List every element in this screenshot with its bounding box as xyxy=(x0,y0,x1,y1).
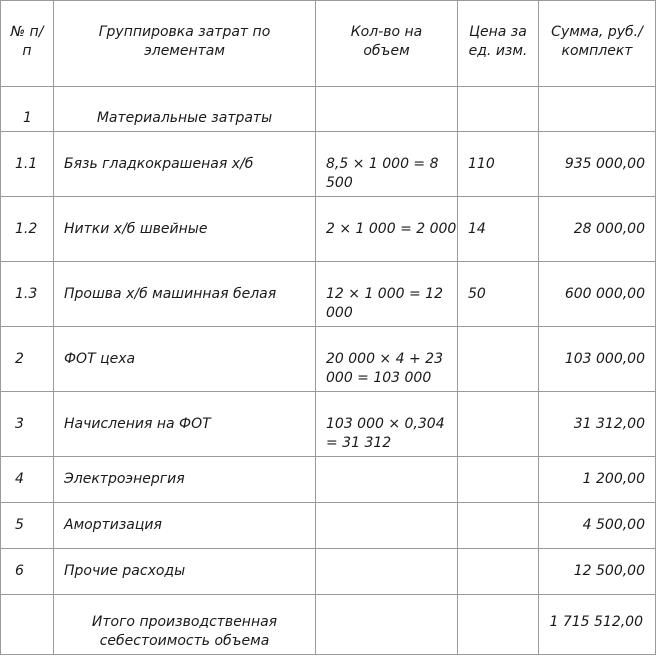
row-qty: 8,5 × 1 000 = 8 500 xyxy=(316,132,458,197)
header-num: № п/п xyxy=(1,1,54,87)
row-name: Электроэнергия xyxy=(54,457,316,503)
row-num: 5 xyxy=(1,503,54,549)
row-num: 2 xyxy=(1,327,54,392)
row-sum: 4 500,00 xyxy=(539,503,656,549)
row-price xyxy=(458,327,539,392)
row-name: Прошва х/б машинная белая xyxy=(54,262,316,327)
row-qty: 103 000 × 0,304 = 31 312 xyxy=(316,392,458,457)
row-qty xyxy=(316,87,458,132)
row-qty xyxy=(316,457,458,503)
row-num: 3 xyxy=(1,392,54,457)
table-row xyxy=(1,503,656,549)
row-name: Бязь гладкокрашеная х/б xyxy=(54,132,316,197)
row-name: Прочие расходы xyxy=(54,549,316,595)
row-sum xyxy=(539,87,656,132)
row-qty: 12 × 1 000 = 12 000 xyxy=(316,262,458,327)
row-sum: 28 000,00 xyxy=(539,197,656,262)
row-name: Материальные затраты xyxy=(54,87,316,132)
table-row xyxy=(1,549,656,595)
header-sum: Сумма, руб./ комплект xyxy=(539,1,656,87)
row-qty: 20 000 × 4 + 23 000 = 103 000 xyxy=(316,327,458,392)
row-price: 50 xyxy=(458,262,539,327)
header-qty: Кол-во на объем xyxy=(316,1,458,87)
row-num: 1.1 xyxy=(1,132,54,197)
row-num: 6 xyxy=(1,549,54,595)
total-sum: 1 715 512,00 xyxy=(539,595,656,655)
table-row xyxy=(1,392,656,457)
total-label: Итого производственная себестоимость объема xyxy=(54,595,316,655)
row-num: 4 xyxy=(1,457,54,503)
row-num: 1.3 xyxy=(1,262,54,327)
row-sum: 935 000,00 xyxy=(539,132,656,197)
row-name: Начисления на ФОТ xyxy=(54,392,316,457)
row-name: Амортизация xyxy=(54,503,316,549)
header-row xyxy=(1,1,656,87)
row-price xyxy=(458,503,539,549)
row-price xyxy=(458,457,539,503)
table-row xyxy=(1,197,656,262)
header-group: Группировка затрат по элементам xyxy=(54,1,316,87)
row-price: 14 xyxy=(458,197,539,262)
row-sum: 31 312,00 xyxy=(539,392,656,457)
table-row xyxy=(1,132,656,197)
row-name: ФОТ цеха xyxy=(54,327,316,392)
total-row xyxy=(1,595,656,655)
row-price: 110 xyxy=(458,132,539,197)
total-qty xyxy=(316,595,458,655)
row-price xyxy=(458,87,539,132)
row-sum: 600 000,00 xyxy=(539,262,656,327)
row-sum: 12 500,00 xyxy=(539,549,656,595)
row-qty: 2 × 1 000 = 2 000 xyxy=(316,197,458,262)
row-num: 1 xyxy=(1,87,54,132)
total-num xyxy=(1,595,54,655)
table-row xyxy=(1,262,656,327)
total-price xyxy=(458,595,539,655)
table-row xyxy=(1,87,656,132)
row-price xyxy=(458,392,539,457)
row-sum: 1 200,00 xyxy=(539,457,656,503)
row-qty xyxy=(316,549,458,595)
row-price xyxy=(458,549,539,595)
row-name: Нитки х/б швейные xyxy=(54,197,316,262)
row-qty xyxy=(316,503,458,549)
header-price: Цена за ед. изм. xyxy=(458,1,539,87)
table-row xyxy=(1,457,656,503)
row-num: 1.2 xyxy=(1,197,54,262)
row-sum: 103 000,00 xyxy=(539,327,656,392)
table-row xyxy=(1,327,656,392)
